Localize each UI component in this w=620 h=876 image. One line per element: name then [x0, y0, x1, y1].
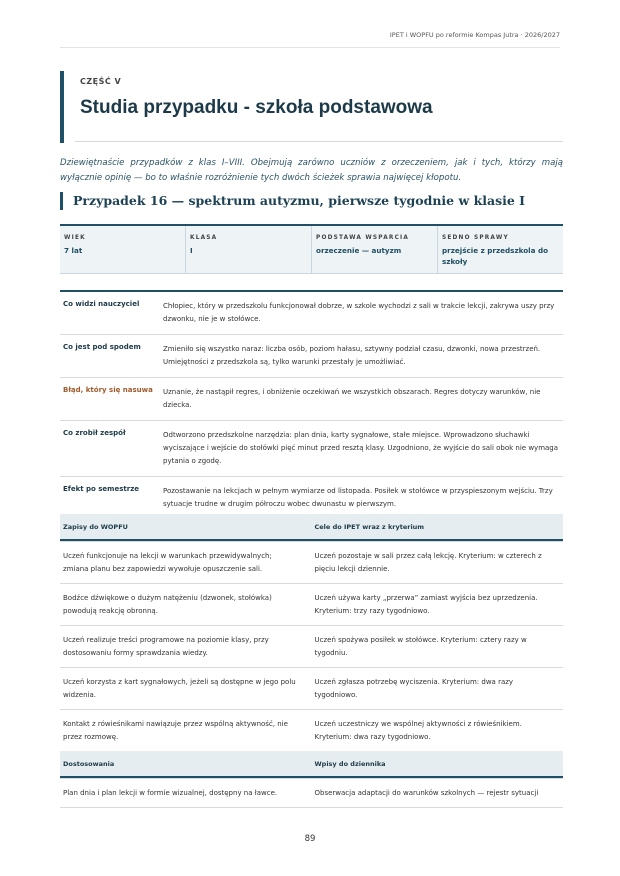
analysis-text: Odtworzono przedszkolne narzędzia: plan dnia, karty sygnałowe, stałe miejsce. Wprowadzono słuchawki wyciszające i wejście do stołówki pięć minut przed resztą klasy. Uzgodniono, że wyjście do sali obok nie wymaga pytania o zgodę.: [163, 431, 559, 465]
table-header: [60, 751, 563, 778]
table-row: [60, 667, 563, 709]
fact-value: I: [190, 246, 193, 255]
analysis-row: [60, 292, 563, 334]
fact-value: przejście z przedszkola do szkoły: [442, 246, 549, 266]
table-cell: Plan dnia i plan lekcji w formie wizualnej, dostępny na ławce.: [63, 789, 278, 797]
analysis-label: Co zrobił zespół: [63, 429, 126, 437]
column-header: Zapisy do WOPFU: [63, 522, 128, 531]
analysis-row: [60, 420, 563, 476]
column-header: Dostosowania: [63, 759, 115, 768]
wopfu-ipet-table: [60, 514, 563, 752]
adaptations-table: [60, 751, 563, 808]
table-cell: Uczeń pozostaje w sali przez całą lekcję. Kryterium: w czterech z pięciu lekcji dziennie.: [314, 552, 542, 573]
analysis-row: [60, 476, 563, 519]
fact-value: orzeczenie — autyzm: [316, 246, 402, 255]
analysis-label-warning: Błąd, który się nasuwa: [63, 386, 153, 394]
fact-label: WIEK: [64, 235, 86, 241]
fact-value: 7 lat: [64, 246, 83, 255]
analysis-label: Co widzi nauczyciel: [63, 300, 140, 308]
fact-label: PODSTAWA WSPARCIA: [316, 235, 410, 241]
part-label: CZĘŚĆ V: [80, 77, 122, 86]
table-cell: Uczeń używa karty „przerwa” zamiast wyjścia bez uprzedzenia. Kryterium: trzy razy tygodniowo.: [314, 594, 538, 615]
column-header: Wpisy do dziennika: [314, 759, 386, 768]
table-row: [60, 778, 563, 807]
header-rule: [60, 47, 560, 48]
table-row: [60, 625, 563, 667]
page-number: 89: [304, 834, 316, 844]
case-analysis-table: [60, 290, 563, 521]
table-cell: Bodźce dźwiękowe o dużym natężeniu (dzwonek, stołówka) powodują reakcję obronną.: [63, 594, 272, 615]
analysis-row: [60, 377, 563, 420]
table-cell: Uczeń korzysta z kart sygnałowych, jeżeli są dostępne w jego polu widzenia.: [63, 678, 296, 699]
analysis-label: Efekt po semestrze: [63, 485, 140, 493]
fact-support-basis: [311, 226, 437, 273]
analysis-row: [60, 334, 563, 377]
part-heading: [60, 71, 563, 143]
table-cell: Obserwacja adaptacji do warunków szkolnych — rejestr sytuacji: [314, 789, 539, 797]
part-rule: [75, 141, 563, 142]
table-row: [60, 709, 563, 751]
analysis-text: Zmieniło się wszystko naraz: liczba osób, poziom hałasu, sztywny podział czasu, dzwonki, nowa przestrzeń. Umiejętności z przedszkola są, tylko warunki przestały je umożliwiać.: [163, 345, 541, 366]
fact-label: SEDNO SPRAWY: [442, 235, 509, 241]
case-facts-panel: [60, 224, 563, 274]
table-row: [60, 583, 563, 625]
intro-paragraph: Dziewiętnaście przypadków z klas I–VIII. Obejmują zarówno uczniów z orzeczeniem, jak i tych, którzy mają wyłącznie opinię — bo to właśnie rozróżnienie tych dwóch ścieżek sprawia najwięcej kłopotu.: [60, 158, 563, 183]
table-header: [60, 514, 563, 541]
case-title: Przypadek 16 — spektrum autyzmu, pierwsze tygodnie w klasie I: [60, 192, 525, 210]
column-header: Cele do IPET wraz z kryterium: [314, 522, 425, 531]
analysis-label: Co jest pod spodem: [63, 343, 141, 351]
running-header: IPET i WOPFU po reformie Kompas Jutra · 2026/2027: [389, 31, 560, 39]
analysis-text: Uznanie, że nastąpił regres, i obniżenie oczekiwań we wszystkich obszarach. Regres dotyczy warunków, nie dziecka.: [163, 388, 541, 409]
fact-class: [185, 226, 311, 273]
table-cell: Uczeń uczestniczy we wspólnej aktywności z rówieśnikiem. Kryterium: dwa razy tygodniowo.: [314, 720, 522, 741]
table-cell: Kontakt z rówieśnikami nawiązuje przez wspólną aktywność, nie przez rozmowę.: [63, 720, 288, 741]
table-cell: Uczeń funkcjonuje na lekcji w warunkach przewidywalnych; zmiana planu bez zapowiedzi wywołuje opuszczenie sali.: [63, 552, 272, 573]
analysis-text: Pozostawanie na lekcjach w pełnym wymiarze od listopada. Posiłek w stołówce w przyspieszonym wejściu. Trzy sytuacje trudne w drugim półroczu wobec dwunastu w pierwszym.: [163, 487, 553, 508]
part-title: Studia przypadku - szkoła podstawowa: [80, 97, 433, 118]
analysis-text: Chłopiec, który w przedszkolu funkcjonował dobrze, w szkole wychodzi z sali w trakcie lekcji, zakrywa uszy przy dzwonku, nie je w stołówce.: [163, 302, 555, 323]
table-cell: Uczeń realizuje treści programowe na poziomie klasy, przy dostosowaniu formy sprawdzania wiedzy.: [63, 636, 269, 657]
table-cell: Uczeń spożywa posiłek w stołówce. Kryterium: cztery razy w tygodniu.: [314, 636, 527, 657]
table-row: [60, 541, 563, 583]
table-cell: Uczeń zgłasza potrzebę wyciszenia. Kryterium: dwa razy tygodniowo.: [314, 678, 514, 699]
fact-age: [60, 226, 185, 273]
fact-core-issue: [437, 226, 563, 273]
fact-label: KLASA: [190, 235, 218, 241]
